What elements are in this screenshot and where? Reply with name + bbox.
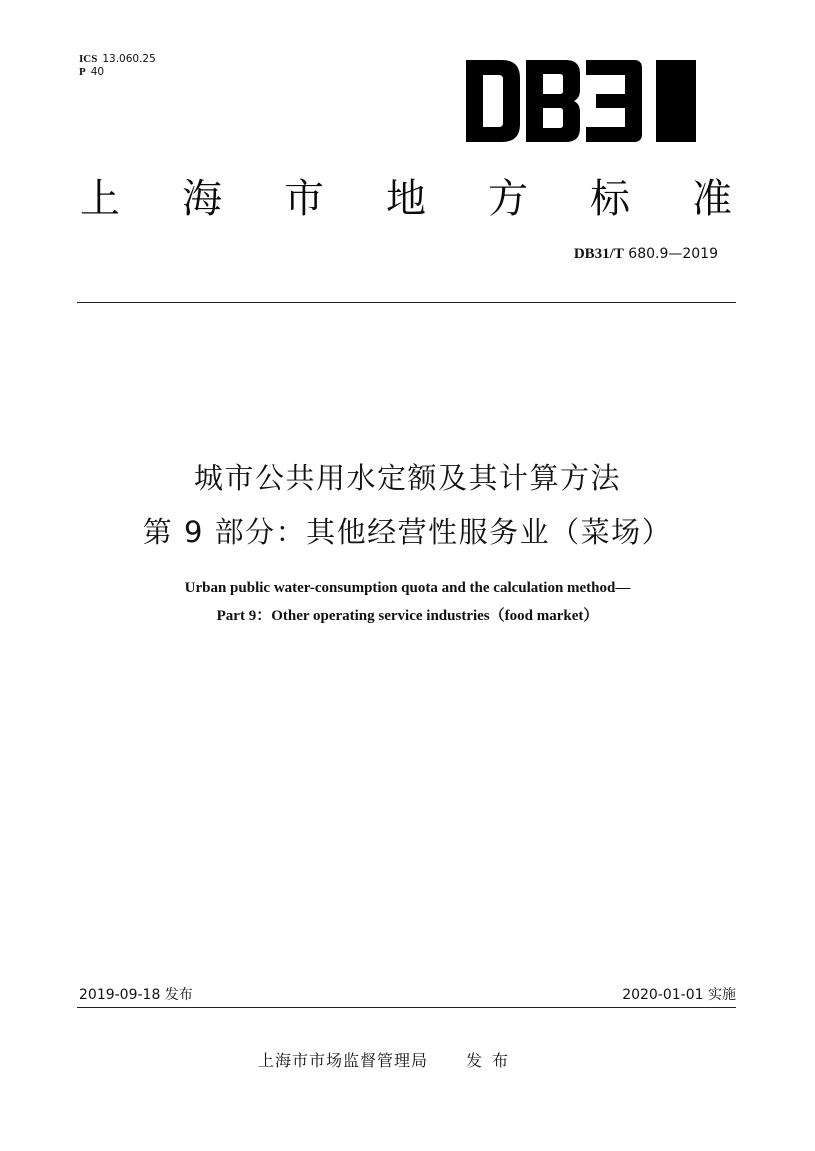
standard-type-char: 海 <box>182 175 222 222</box>
publisher-line <box>258 1048 518 1071</box>
standard-type-char: 市 <box>284 175 324 222</box>
ccs-label: P <box>79 66 86 78</box>
implementation-date: 2020-01-01 实施 <box>622 987 736 1003</box>
standard-number-value: 680.9—2019 <box>628 246 718 262</box>
standard-type-char: 准 <box>692 175 732 222</box>
ics-code-line <box>79 53 156 66</box>
title-cn-line2: 第 9 部分：其他经营性服务业（菜场） <box>142 515 673 549</box>
title-en-line1: Urban public water-consumption quota and the calculation method— <box>184 580 631 596</box>
dates-row <box>79 984 736 1004</box>
db31-logo <box>466 60 696 142</box>
release-date: 2019-09-18 发布 <box>79 987 193 1003</box>
standard-type-char: 标 <box>590 175 630 222</box>
publisher-authority: 上海市市场监督管理局 <box>258 1051 429 1070</box>
standard-number <box>574 246 718 263</box>
ics-label: ICS <box>79 53 98 65</box>
header-divider <box>77 302 736 303</box>
ccs-code-line <box>79 66 104 79</box>
title-cn-line1: 城市公共用水定额及其计算方法 <box>193 461 621 495</box>
ccs-code: 40 <box>90 66 105 78</box>
footer-divider <box>77 1007 736 1008</box>
standard-number-prefix: DB31/T <box>573 246 624 262</box>
standard-type-char: 方 <box>488 175 528 222</box>
ics-code: 13.060.25 <box>102 53 156 65</box>
publisher-action: 发布 <box>466 1051 519 1070</box>
standard-type-char: 上 <box>80 175 120 222</box>
standard-type-heading <box>76 166 736 224</box>
standard-type-char: 地 <box>386 175 426 222</box>
title-en-line2: Part 9：Other operating service industries（food market） <box>216 608 599 624</box>
